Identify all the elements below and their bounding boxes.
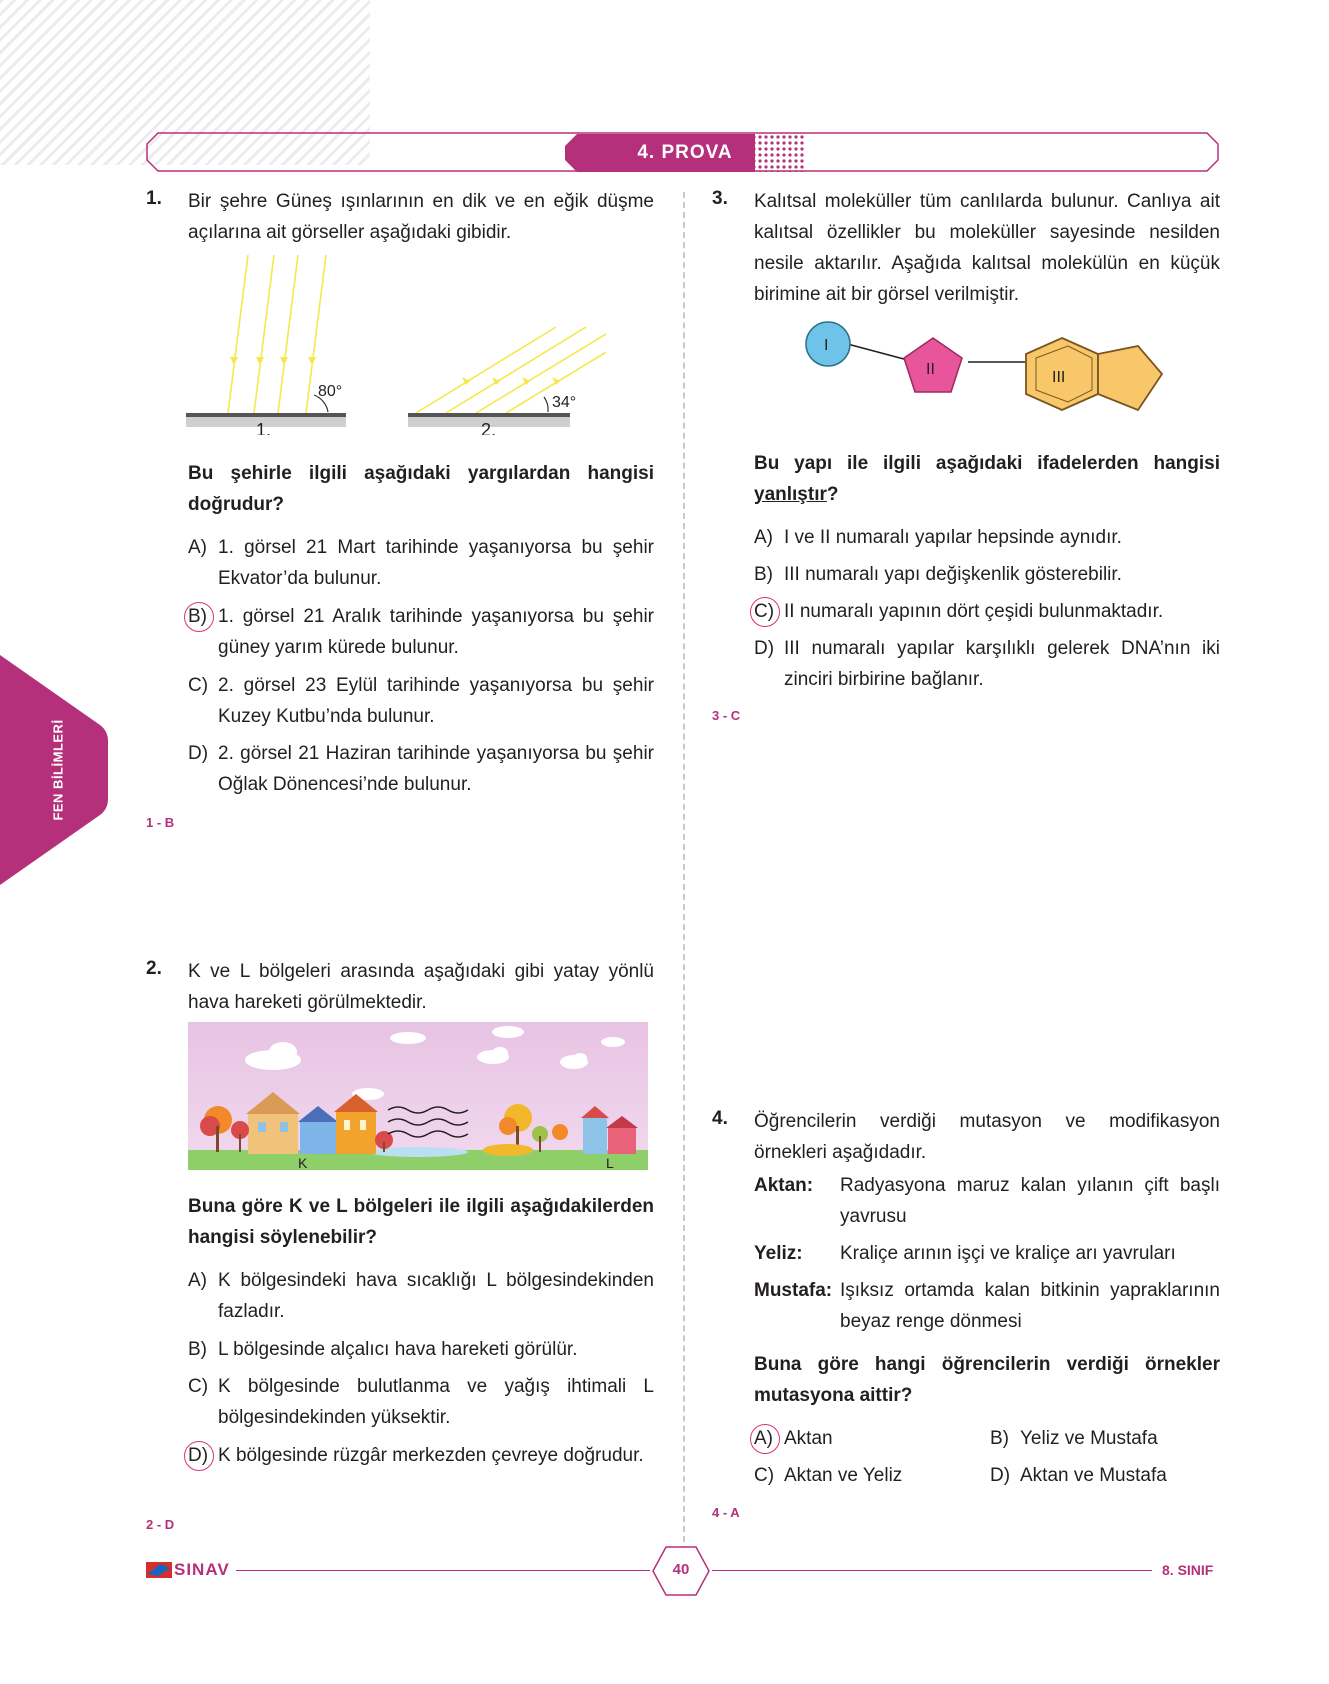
q1-option-a[interactable]	[188, 532, 654, 594]
option-label: C)	[188, 1376, 209, 1397]
q4-student-name: Aktan:	[754, 1175, 814, 1196]
q4-option-a[interactable]	[754, 1423, 984, 1454]
q2-option-c[interactable]	[188, 1371, 654, 1433]
q3-option-b[interactable]	[754, 559, 1220, 590]
q1-angle2: 34°	[552, 394, 577, 411]
option-label: D)	[188, 1445, 209, 1466]
option-text: K bölgesinde rüzgâr merkezden çevreye doğrudur.	[218, 1445, 644, 1466]
option-label: B)	[990, 1428, 1009, 1449]
option-label: C)	[754, 1465, 775, 1486]
option-text: 2. görsel 23 Eylül tarihinde yaşanıyorsa bu şehir Kuzey Kutbu’nda bulunur.	[218, 675, 654, 727]
option-label: D)	[990, 1465, 1011, 1486]
option-text: K bölgesindeki hava sıcaklığı L bölgesindekinden fazladır.	[218, 1270, 654, 1322]
option-label: B)	[188, 1339, 207, 1360]
q3-option-c[interactable]	[754, 596, 1220, 627]
q4-student-text: Kraliçe arının işçi ve kraliçe arı yavruları	[840, 1243, 1176, 1264]
option-label: B)	[754, 564, 773, 585]
q1-angle1: 80°	[318, 383, 343, 400]
option-label: A)	[188, 1270, 207, 1291]
footer-rule-right	[712, 1570, 1152, 1571]
q3-answer-key: 3 - C	[712, 708, 741, 723]
q3-stem: Kalıtsal moleküller tüm canlılarda bulunur. Canlıya ait kalıtsal özellikler bu moleküller sayesinde nesilden nesile aktarılır. Aşağıda kalıtsal molekülün en küçük birimine ait bir görsel verilmiştir.	[754, 191, 1220, 305]
page-number: 40	[672, 1561, 690, 1578]
q1-answer-key: 1 - B	[146, 815, 175, 830]
q4-option-b[interactable]	[990, 1423, 1220, 1454]
q3-nucleotide-figure	[800, 316, 1170, 426]
option-text: Aktan ve Mustafa	[1020, 1465, 1167, 1486]
q1-question: Bu şehirle ilgili aşağıdaki yargılardan hangisi doğrudur?	[188, 463, 654, 515]
q1-stem: Bir şehre Güneş ışınlarının en dik ve en eğik düşme açılarına ait görseller aşağıdaki gibidir.	[188, 191, 654, 243]
q2-option-a[interactable]	[188, 1265, 654, 1327]
q1-option-d[interactable]	[188, 738, 654, 800]
q3-question-a: Bu yapı ile ilgili aşağıdaki ifadelerden hangisi	[754, 453, 1220, 474]
q2-number: 2.	[146, 958, 162, 979]
grade-label: 8. SINIF	[1162, 1562, 1214, 1578]
q3-label-ii: II	[926, 361, 935, 378]
q4-student-name: Yeliz:	[754, 1243, 803, 1264]
q4-student-name: Mustafa:	[754, 1280, 833, 1301]
q4-answer-key: 4 - A	[712, 1505, 740, 1520]
q2-label-k: K	[298, 1155, 308, 1170]
option-label: C)	[754, 601, 775, 622]
q3-question-c: ?	[826, 484, 839, 505]
option-text: II numaralı yapının dört çeşidi bulunmaktadır.	[784, 601, 1164, 622]
q3-number: 3.	[712, 188, 728, 209]
q1-fig-label1: 1.	[256, 420, 272, 435]
q4-option-d[interactable]	[990, 1460, 1220, 1491]
q4-student-text: Radyasyona maruz kalan yılanın çift başlı yavrusu	[840, 1175, 1220, 1227]
option-label: A)	[754, 527, 773, 548]
q4-stem: Öğrencilerin verdiği mutasyon ve modifikasyon örnekleri aşağıdadır.	[754, 1111, 1220, 1163]
option-text: Yeliz ve Mustafa	[1020, 1428, 1158, 1449]
q4-question: Buna göre hangi öğrencilerin verdiği örnekler mutasyona aittir?	[754, 1354, 1220, 1406]
column-divider	[683, 192, 685, 1552]
option-label: D)	[188, 743, 209, 764]
q3-question-b: yanlıştır	[754, 484, 827, 505]
option-text: III numaralı yapı değişkenlik gösterebilir.	[784, 564, 1122, 585]
q3-option-d[interactable]	[754, 633, 1220, 695]
option-text: Aktan ve Yeliz	[784, 1465, 903, 1486]
q1-figure	[186, 255, 606, 435]
option-text: I ve II numaralı yapılar hepsinde aynıdır.	[784, 527, 1122, 548]
option-text: K bölgesinde bulutlanma ve yağış ihtimali L bölgesindekinden yüksektir.	[218, 1376, 654, 1428]
option-label: C)	[188, 675, 209, 696]
q3-label-iii: III	[1052, 369, 1066, 386]
option-text: III numaralı yapılar karşılıklı gelerek DNA’nın iki zinciri birbirine bağlanır.	[784, 638, 1220, 690]
q2-question: Buna göre K ve L bölgeleri ile ilgili aşağıdakilerden hangisi söylenebilir?	[188, 1196, 654, 1248]
q1-option-b[interactable]	[188, 601, 654, 663]
option-text: L bölgesinde alçalıcı hava hareketi görülür.	[218, 1339, 578, 1360]
q1-number: 1.	[146, 188, 162, 209]
option-text: 2. görsel 21 Haziran tarihinde yaşanıyorsa bu şehir Oğlak Dönencesi’nde bulunur.	[218, 743, 654, 795]
page-title: 4. PROVA	[637, 142, 733, 163]
subject-label: FEN BİLİMLERİ	[50, 719, 66, 821]
q1-fig-label2: 2.	[481, 420, 497, 435]
option-label: B)	[188, 606, 207, 627]
q4-student-text: Işıksız ortamda kalan bitkinin yapraklarının beyaz renge dönmesi	[840, 1280, 1220, 1332]
option-label: A)	[188, 537, 207, 558]
footer-rule-left	[236, 1570, 650, 1571]
option-label: A)	[754, 1428, 773, 1449]
q3-option-a[interactable]	[754, 522, 1220, 553]
q2-figure	[188, 1022, 648, 1170]
option-text: 1. görsel 21 Aralık tarihinde yaşanıyorsa bu şehir güney yarım kürede bulunur.	[218, 606, 654, 658]
option-text: 1. görsel 21 Mart tarihinde yaşanıyorsa bu şehir Ekvator’da bulunur.	[218, 537, 654, 589]
brand-name: SINAV	[174, 1560, 230, 1579]
q2-label-l: L	[606, 1155, 614, 1170]
q2-option-b[interactable]	[188, 1334, 654, 1365]
q2-answer-key: 2 - D	[146, 1517, 175, 1532]
q4-number: 4.	[712, 1108, 728, 1129]
q2-stem: K ve L bölgeleri arasında aşağıdaki gibi yatay yönlü hava hareketi görülmektedir.	[188, 961, 654, 1013]
q4-option-c[interactable]	[754, 1460, 984, 1491]
brand-logo-icon	[146, 1560, 174, 1580]
option-text: Aktan	[784, 1428, 833, 1449]
q2-option-d[interactable]	[188, 1440, 654, 1471]
q1-option-c[interactable]	[188, 670, 654, 732]
q3-label-i: I	[824, 337, 829, 354]
option-label: D)	[754, 638, 775, 659]
q3-question	[754, 448, 1220, 510]
